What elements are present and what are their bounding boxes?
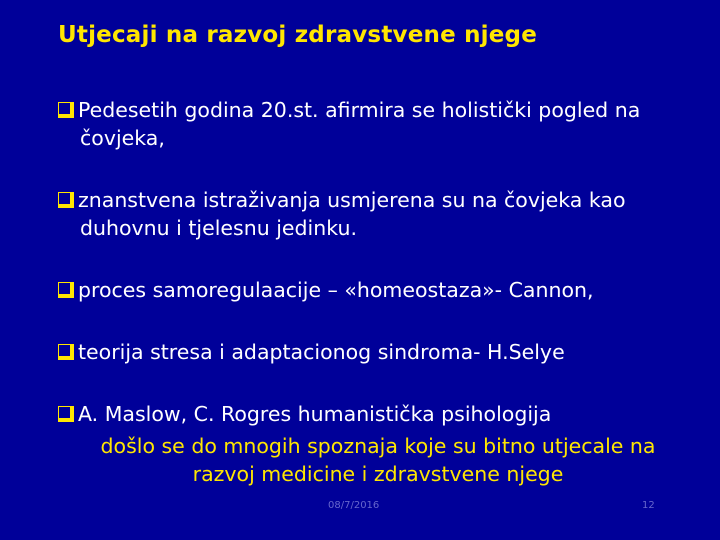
checkbox-square-icon <box>58 192 74 208</box>
highlight-line-2: razvoj medicine i zdravstvene njege <box>192 462 564 486</box>
checkbox-square-icon <box>58 102 74 118</box>
bullet-text: proces samoregulaacije – «homeostaza»- Cannon, <box>78 278 594 302</box>
footer-page-number: 12 <box>642 500 655 511</box>
checkbox-square-icon <box>58 282 74 298</box>
bullet-item <box>58 186 678 242</box>
slide-title: Utjecaji na razvoj zdravstvene njege <box>58 22 538 48</box>
bullet-text-continued: duhovnu i tjelesnu jedinku. <box>80 216 357 240</box>
bullet-text-continued: čovjeka, <box>80 126 165 150</box>
bullet-text: znanstvena istraživanja usmjerena su na čovjeka kao <box>78 188 626 212</box>
highlight-line-1: došlo se do mnogih spoznaja koje su bitno utjecale na <box>100 434 656 458</box>
bullet-item <box>58 276 678 304</box>
checkbox-square-icon <box>58 406 74 422</box>
bullet-item <box>58 96 678 152</box>
highlight-text <box>58 432 698 488</box>
checkbox-square-icon <box>58 344 74 360</box>
bullet-text: A. Maslow, C. Rogres humanistička psihologija <box>78 402 552 426</box>
bullet-item <box>58 338 678 366</box>
footer-date: 08/7/2016 <box>328 500 380 511</box>
bullet-text: teorija stresa i adaptacionog sindroma- H.Selye <box>78 340 565 364</box>
bullet-text: Pedesetih godina 20.st. afirmira se holistički pogled na <box>78 98 641 122</box>
bullet-item <box>58 400 678 428</box>
